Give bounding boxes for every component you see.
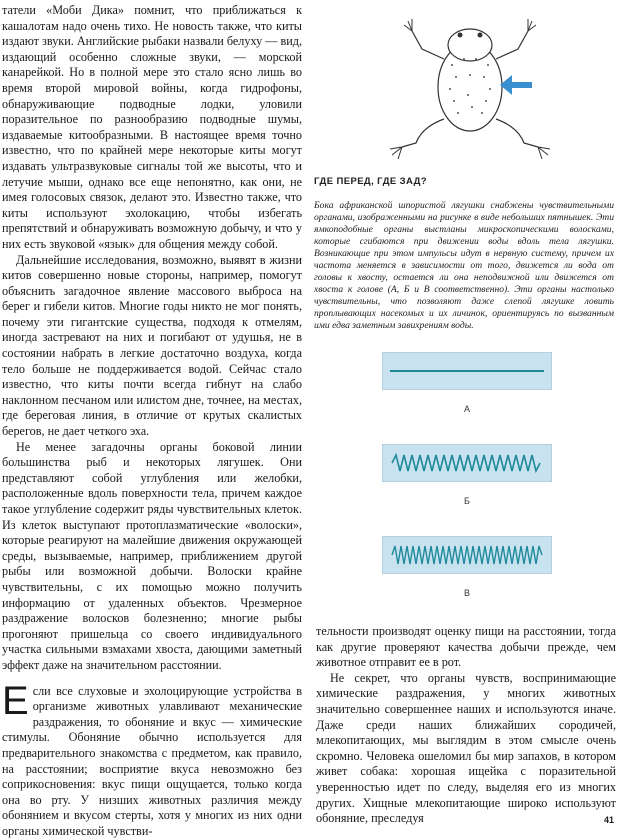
paragraph-chemical-senses [2,678,302,839]
oscillogram-c [382,536,552,574]
paragraph-lateral-line: Не менее загадочны органы боковой линии большинства рыб и некоторых лягушек. Они представляют собой углубления или желобки, расположенные вдоль поверхности тела, причем каждое такое углубление содержит ряды чувствительных клеток. Из клеток выступают протоплазматические «волоски», которые реагируют на малейшие движения окружающей среды, вызываемые, например, приближением другой рыбы или возможной добычи. Волоски крайне чувствительны, с их помощью можно получить информацию от удаленных объектов. Чрезмерное раздражение волосков болезненно; многие рыбы прогоняют пришельца со своего индивидуального участка сильными взмахами хвоста, дающими заметный эффект даже на значительном расстоянии. [2,439,302,672]
paragraph-whales-sounds: татели «Моби Дика» помнит, что приближаться к кашалотам надо очень тихо. Не новость также, что киты издают звуки. Английские рыбаки назвали белуху — вид, издающий особенно сложные звуки, — морской канарейкой. Но в полной мере это стало ясно лишь во время второй мировой войны, когда гидрофоны, обнаруживающие подводные лодки, уловили поразительное по разнообразию подводные шумы, издаваемые китообразными. В настоящее время точно известно, что по крайней мере некоторые киты могут издавать ультразвуковые сигналы той же высоты, что и летучие мыши, однако все еще непонятно, как они, не имея голосовых связок, делают это. Известно также, что киты используют эхолокацию, чтобы избегать препятствий и обнаруживать возможную добычу, и что у них есть звуковой «язык» для общения между собой. [2,3,303,251]
page-number: 41 [603,815,614,825]
oscillogram-label-b: Б [464,496,470,506]
oscillogram-label-a: А [463,404,470,414]
figure-panel [312,0,618,624]
oscillogram-a [382,352,552,390]
paragraph-chemical-senses-text: сли все слуховые и эхолоцирующие устройства в организме животных улавливают механические раздражения, то обоняние и вкус — химические стимулы. Обоняние обычно используется для предварительного знакомства с предметом, как правило, на расстоянии; восприятие вкуса невозможно без соприкосновения: вкус пищи ощущается, только когда она во рту. У низших животных различия между обонянием и вкусом стерты, хотя у многих из них одни органы химической чувстви- [2,683,302,838]
paragraph-whales-stranding: Дальнейшие исследования, возможно, выявят в жизни китов совершенно новые стороны, например, помогут объяснить загадочное явление массового выброса на берег и гибели китов. Многие годы никто не мог понять, почему эти гигантские существа, подходя к отмелям, иногда застревают на них и погибают от удушья, не в состоянии набрать в легкие достаточно воздуха, когда тело больше не поддерживается водой. Сейчас стало известно, что киты почти всегда гибнут на слабо наклонном песчаном или илистом дне, точнее, на местах, где береговая линия, в отличие от крутых скалистых берегов, не дает четкого эха. [2,252,302,439]
figure-heading: ГДЕ ПЕРЕД, ГДЕ ЗАД? [314,176,428,187]
oscillogram-label-c: В [463,588,470,598]
oscillogram-b [382,444,552,482]
paragraph-chemical-receptors: Не секрет, что органы чувств, воспринимающие химические раздражения, у многих животных значительно совершеннее наших и используются иначе. Даже среди наших ближайших сородичей, млекопитающих, мы выглядим в этом смысле очень скромно. Человека ошеломил бы мир запахов, в котором живет собака: хорошая ищейка с поразительной уверенностью идет по следу, выделяя его из многих других. Хищные млекопитающие широко используют обоняние, преследуя [316,670,616,826]
right-column [316,624,616,827]
paragraph-taste-continued: тельности производят оценку пищи на расстоянии, тогда как другие проверяют качества добычи прежде, чем животное отправит ее в рот. [316,624,616,670]
drop-cap: Е [2,678,29,723]
left-column [2,3,302,839]
frog-illustration [382,15,552,165]
figure-caption: Бока африканской шпористой лягушки снабжены чувствительными органами, изображенными на рисунке в виде небольших пятнышек. Эти ямкоподобные органы выстланы микроскопическими волосками, которые сгибаются при движении воды вдоль тела лягушки. Возникающие при этом импульсы идут в нервную систему, причем их частота меняется в зависимости от того, движется ли вода от головы к хвосту, остается ли она неподвижной или движется от хвоста к голове (А, Б и В соответственно). Эти органы настолько чувствительны, что позволяют даже слепой лягушке ловить проплывающих насекомых и их личинок, ориентируясь по вызванным ими едва заметным завихрениям воды. [314,200,614,331]
